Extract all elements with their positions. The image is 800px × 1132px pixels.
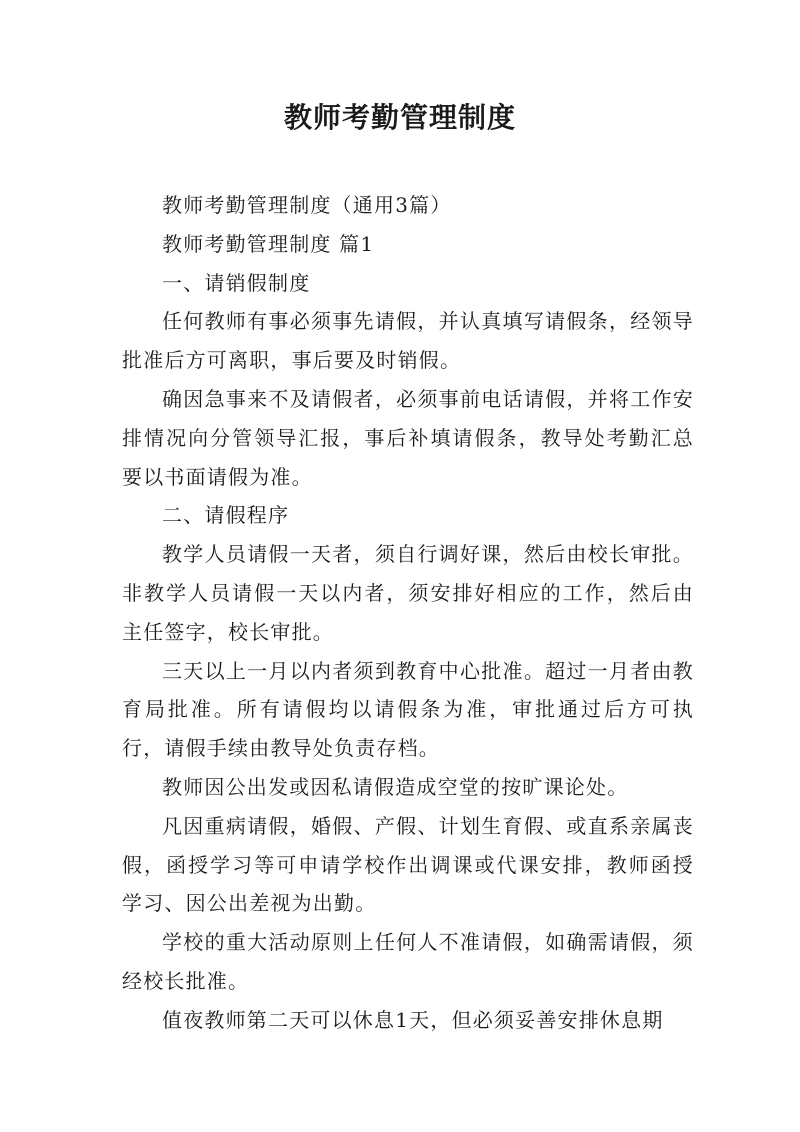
document-body xyxy=(122,186,694,1040)
body-paragraph: 任何教师有事必须事先请假，并认真填写请假条，经领导批准后方可离职，事后要及时销假。 xyxy=(122,309,694,373)
body-paragraph: 值夜教师第二天可以休息1天，但必须妥善安排休息期 xyxy=(162,1007,664,1032)
section-heading: 二、请假程序 xyxy=(162,503,290,528)
body-paragraph: 教学人员请假一天者，须自行调好课，然后由校长审批。非教学人员请假一天以内者，须安排好相应的工作，然后由主任签字，校长审批。 xyxy=(122,542,694,644)
body-paragraph: 三天以上一月以内者须到教育中心批准。超过一月者由教育局批准。所有请假均以请假条为准，审批通过后方可执行，请假手续由教导处负责存档。 xyxy=(122,658,694,761)
body-paragraph: 确因急事来不及请假者，必须事前电话请假，并将工作安排情况向分管领导汇报，事后补填请假条，教导处考勤汇总要以书面请假为准。 xyxy=(122,386,694,489)
body-paragraph: 凡因重病请假，婚假、产假、计划生育假、或直系亲属丧假，函授学习等可申请学校作出调课或代课安排，教师函授学习、因公出差视为出勤。 xyxy=(122,813,694,916)
section-heading: 一、请销假制度 xyxy=(162,270,311,295)
body-paragraph: 学校的重大活动原则上任何人不准请假，如确需请假，须经校长批准。 xyxy=(122,930,694,993)
subtitle-paragraph: 教师考勤管理制度（通用3篇） xyxy=(162,193,452,217)
section-heading: 教师考勤管理制度 篇1 xyxy=(162,231,375,256)
document-title: 教师考勤管理制度 xyxy=(283,101,516,134)
body-paragraph: 教师因公出发或因私请假造成空堂的按旷课论处。 xyxy=(162,774,629,799)
